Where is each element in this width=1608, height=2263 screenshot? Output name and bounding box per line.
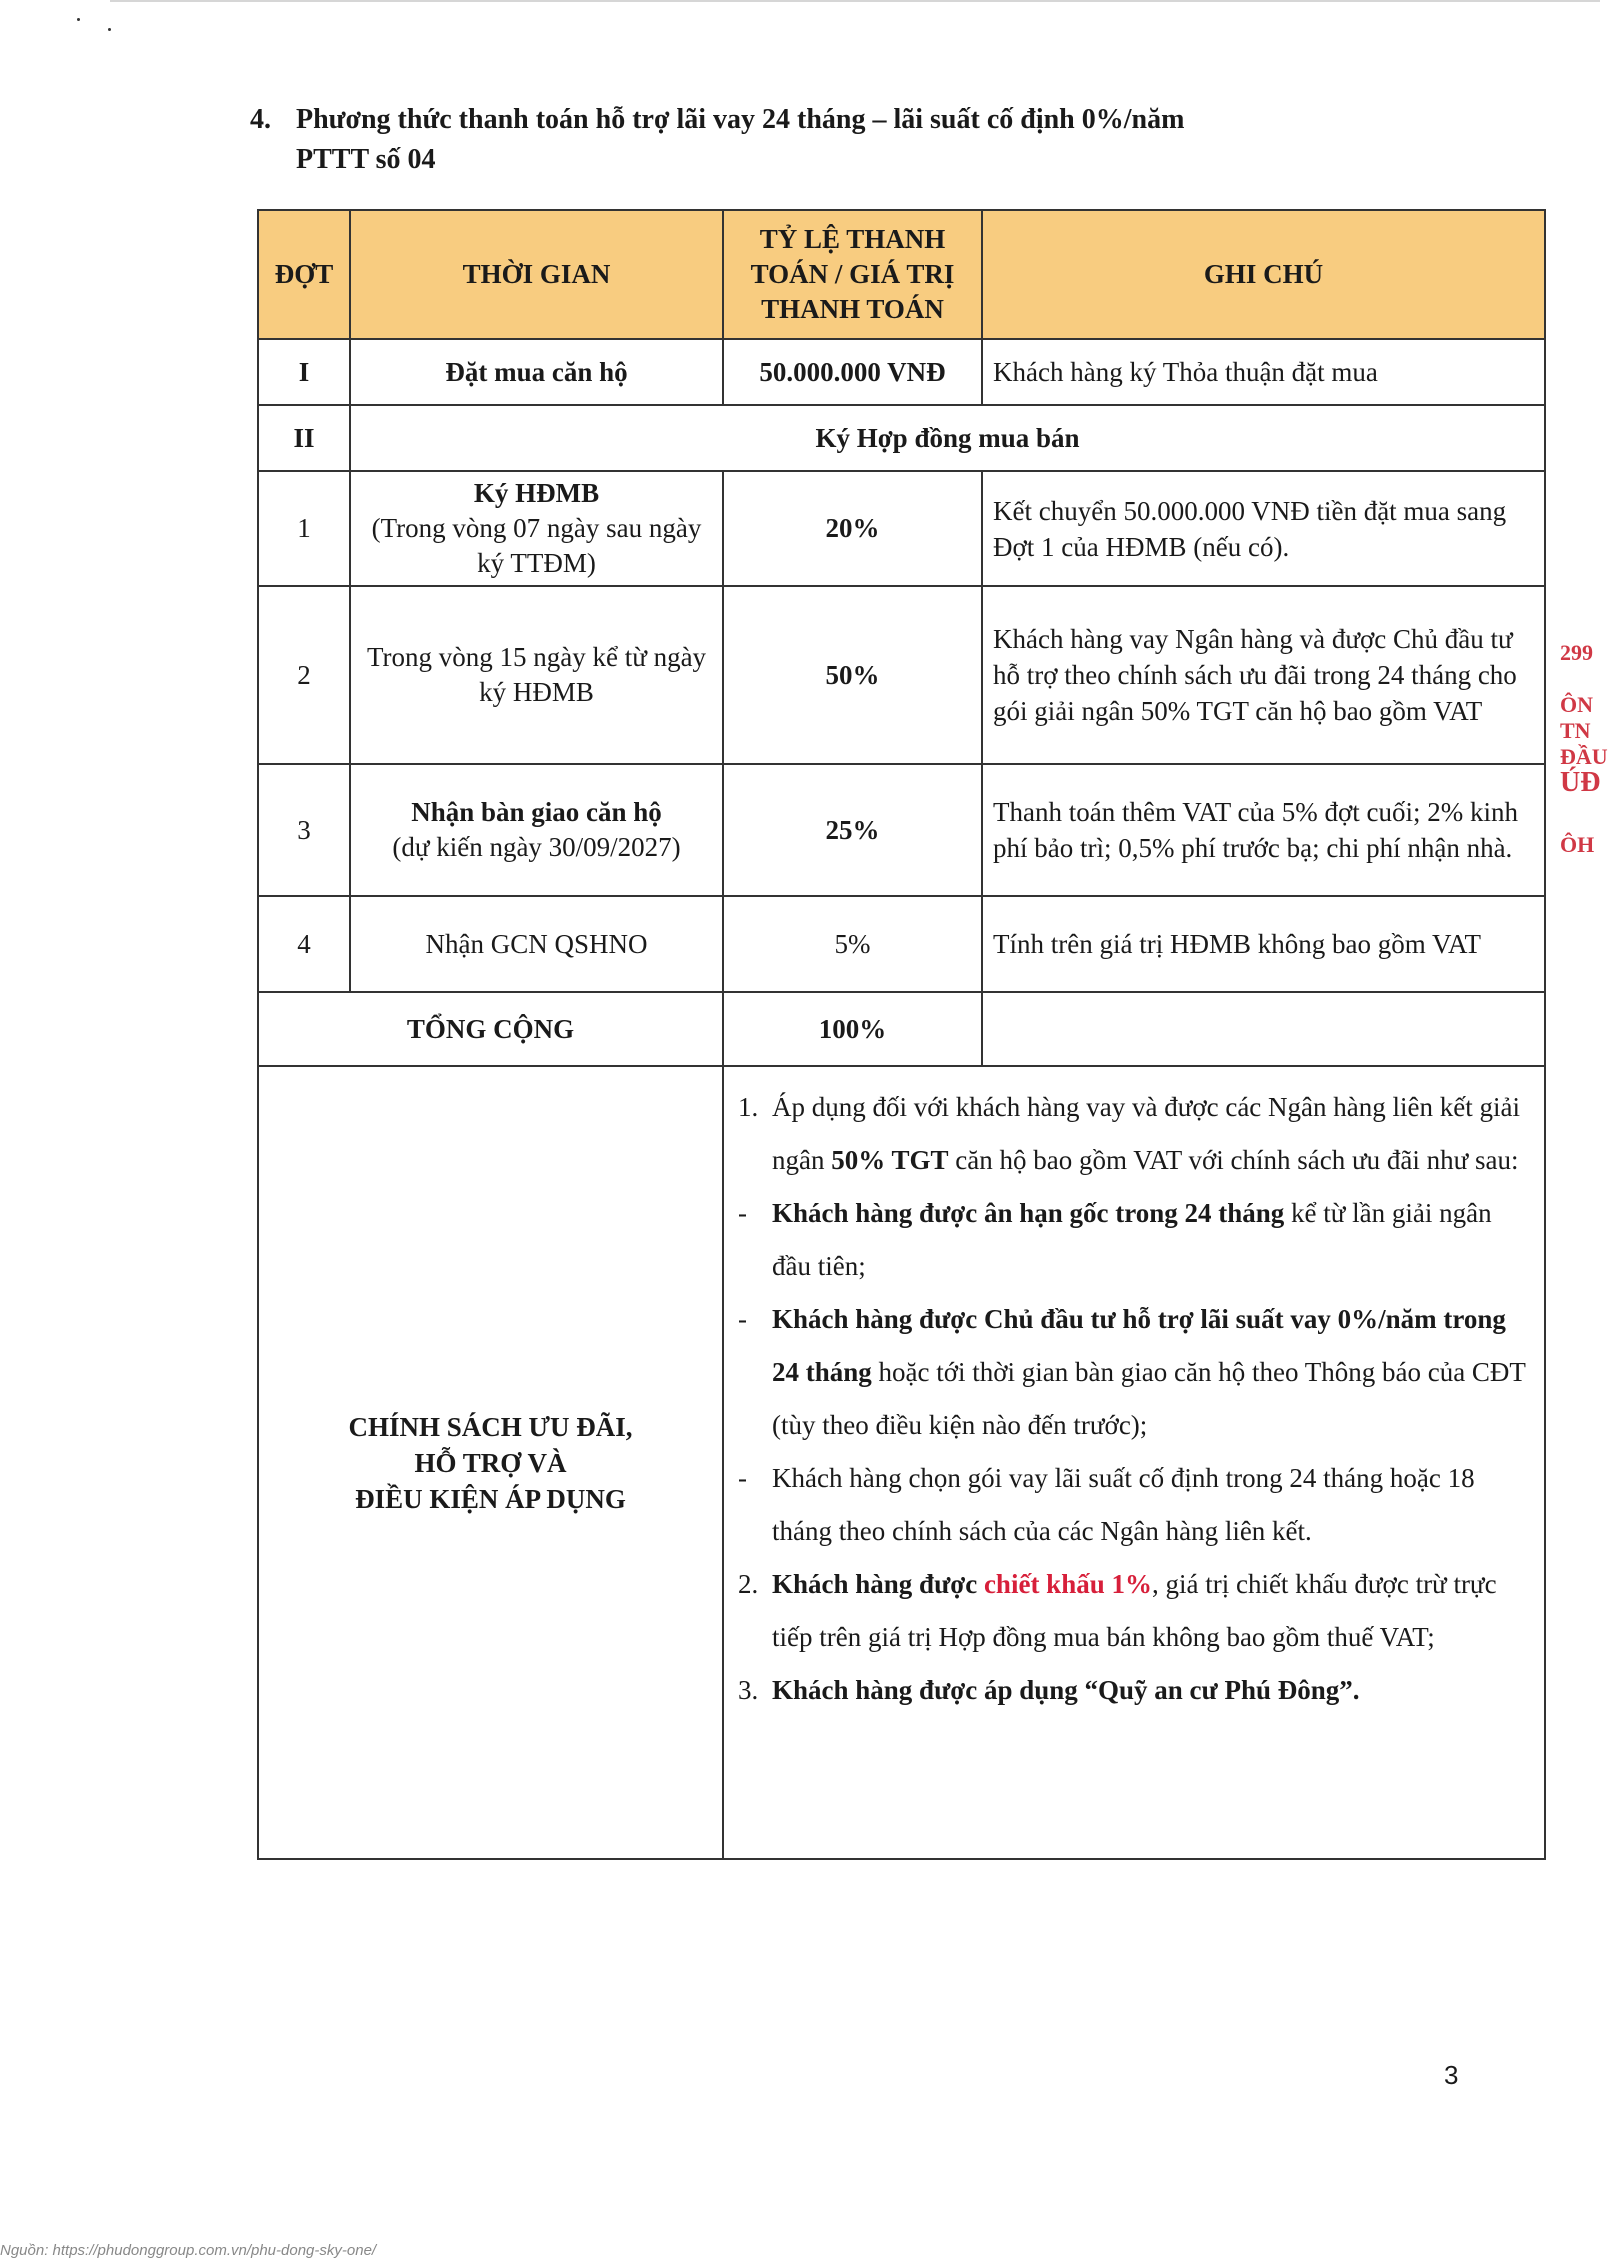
source-caption: Nguồn: https://phudonggroup.com.vn/phu-dong-sky-one/ [0, 2242, 377, 2259]
header-row [258, 210, 1545, 339]
stamp-fragment: ÚĐ [1560, 767, 1601, 798]
section-heading [250, 100, 1184, 180]
policy-row [258, 1066, 1545, 1859]
row-deposit-dot: I [258, 339, 350, 405]
policy-text-bold: Khách hàng được [772, 1569, 984, 1599]
row-2-note: Khách hàng vay Ngân hàng và được Chủ đầu tư hỗ trợ theo chính sách ưu đãi trong 24 tháng cho gói giải ngân 50% TGT căn hộ bao gồm VAT [982, 586, 1545, 764]
stamp-fragment: 299 [1560, 640, 1593, 665]
list-marker: 3. [738, 1675, 759, 1705]
bullet-marker: - [738, 1304, 747, 1334]
table-row [258, 764, 1545, 896]
page-number: 3 [1444, 2060, 1459, 2090]
section-number: 4. [250, 104, 271, 135]
policy-bullet-3 [734, 1452, 1532, 1558]
policy-title-line: HỖ TRỢ VÀ [414, 1447, 567, 1478]
stamp-fragment: ÔH [1560, 832, 1595, 857]
payment-table [257, 209, 1546, 1860]
total-note-empty [982, 992, 1545, 1066]
header-time: THỜI GIAN [350, 210, 723, 339]
section-subtitle: PTTT số 04 [296, 144, 436, 175]
policy-text-bold: Khách hàng được Chủ đầu tư hỗ trợ lãi suất vay 0%/năm trong 24 tháng [772, 1304, 1506, 1387]
row-3-time [350, 764, 723, 896]
row-1-note: Kết chuyển 50.000.000 VNĐ tiền đặt mua sang Đợt 1 của HĐMB (nếu có). [982, 471, 1545, 586]
list-marker: 2. [738, 1569, 759, 1599]
table-row [258, 896, 1545, 992]
stamp-fragment: ĐẦU [1560, 744, 1608, 769]
section-title: Phương thức thanh toán hỗ trợ lãi vay 24 tháng – lãi suất cố định 0%/năm [296, 104, 1185, 135]
discount-highlight: chiết khấu 1% [983, 1569, 1152, 1599]
policy-text: kể từ lần giải ngân đầu tiên; [772, 1198, 1492, 1281]
policy-title [258, 1066, 723, 1859]
policy-text: , giá trị chiết khấu được trừ trực tiếp trên giá trị Hợp đồng mua bán không bao gồm thuế VAT; [772, 1569, 1497, 1652]
row-3-note: Thanh toán thêm VAT của 5% đợt cuối; 2% kinh phí bảo trì; 0,5% phí trước bạ; chi phí nhận nhà. [982, 764, 1545, 896]
scan-speck [77, 18, 80, 21]
row-4-ratio: 5% [723, 896, 982, 992]
header-dot: ĐỢT [258, 210, 350, 339]
header-note: GHI CHÚ [982, 210, 1545, 339]
policy-title-line: ĐIỀU KIỆN ÁP DỤNG [355, 1483, 626, 1514]
row-contract-label: Ký Hợp đồng mua bán [350, 405, 1545, 471]
header-ratio: TỶ LỆ THANH TOÁN / GIÁ TRỊ THANH TOÁN [723, 210, 982, 339]
row-2-time: Trong vòng 15 ngày kể từ ngày ký HĐMB [350, 586, 723, 764]
policy-content [723, 1066, 1545, 1859]
policy-item-1 [734, 1081, 1532, 1187]
row-deposit-time: Đặt mua căn hộ [350, 339, 723, 405]
row-2-ratio: 50% [723, 586, 982, 764]
policy-bullet-1 [734, 1187, 1532, 1293]
policy-text: Khách hàng chọn gói vay lãi suất cố định trong 24 tháng hoặc 18 tháng theo chính sách của các Ngân hàng liên kết. [772, 1463, 1475, 1546]
total-label: TỔNG CỘNG [258, 992, 723, 1066]
row-1-ratio: 20% [723, 471, 982, 586]
policy-bullet-2 [734, 1293, 1532, 1452]
total-value: 100% [723, 992, 982, 1066]
row-3-time-detail: (dự kiến ngày 30/09/2027) [392, 832, 681, 862]
table-row [258, 471, 1545, 586]
row-deposit-note: Khách hàng ký Thỏa thuận đặt mua [982, 339, 1545, 405]
row-deposit [258, 339, 1545, 405]
policy-item-2 [734, 1558, 1532, 1664]
list-marker: 1. [738, 1092, 759, 1122]
row-3-dot: 3 [258, 764, 350, 896]
policy-text-bold: Khách hàng được áp dụng “Quỹ an cư Phú Đông”. [772, 1675, 1360, 1705]
total-row [258, 992, 1545, 1066]
policy-text: Áp dụng đối với khách hàng vay và được các Ngân hàng liên kết giải ngân [772, 1092, 1520, 1175]
policy-text-bold: Khách hàng được ân hạn gốc trong 24 tháng [772, 1198, 1285, 1228]
row-1-time-title: Ký HĐMB [473, 478, 600, 508]
row-4-note: Tính trên giá trị HĐMB không bao gồm VAT [982, 896, 1545, 992]
policy-text-bold: 50% TGT [831, 1145, 949, 1175]
policy-item-3 [734, 1664, 1532, 1717]
policy-title-line: CHÍNH SÁCH ƯU ĐÃI, [348, 1411, 633, 1442]
stamp-fragment: ÔN [1560, 692, 1593, 717]
bullet-marker: - [738, 1198, 747, 1228]
row-3-ratio: 25% [723, 764, 982, 896]
top-rule [110, 0, 1600, 2]
stamp-fragment: TN [1560, 718, 1591, 743]
row-3-time-title: Nhận bàn giao căn hộ [411, 797, 662, 827]
row-1-time [350, 471, 723, 586]
row-1-dot: 1 [258, 471, 350, 586]
bullet-marker: - [738, 1463, 747, 1493]
row-4-dot: 4 [258, 896, 350, 992]
row-contract-dot: II [258, 405, 350, 471]
row-1-time-detail: (Trong vòng 07 ngày sau ngày ký TTĐM) [371, 513, 702, 578]
scan-speck [108, 28, 111, 31]
row-4-time: Nhận GCN QSHNO [350, 896, 723, 992]
table-row [258, 586, 1545, 764]
row-2-dot: 2 [258, 586, 350, 764]
row-deposit-ratio: 50.000.000 VNĐ [723, 339, 982, 405]
policy-text: căn hộ bao gồm VAT với chính sách ưu đãi như sau: [948, 1145, 1519, 1175]
policy-text: hoặc tới thời gian bàn giao căn hộ theo Thông báo của CĐT (tùy theo điều kiện nào đến trước); [772, 1357, 1526, 1440]
row-contract [258, 405, 1545, 471]
